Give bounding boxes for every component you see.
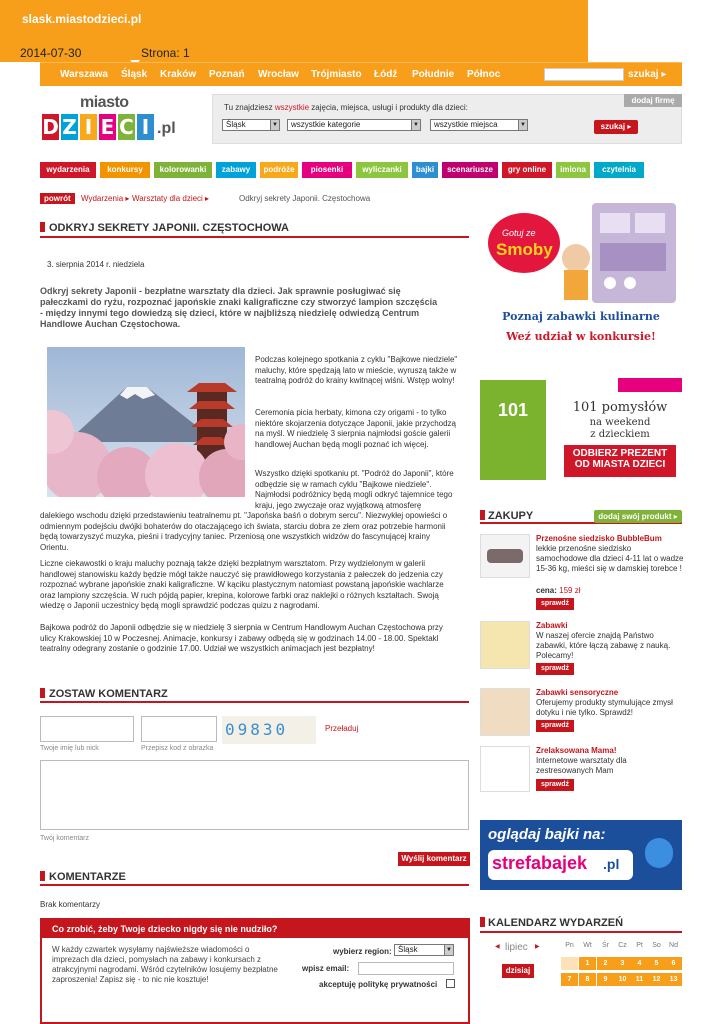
calendar-day[interactable]: 7 — [561, 973, 578, 986]
calendar-day[interactable]: 1 — [579, 957, 596, 970]
city-link[interactable]: Północ — [467, 69, 501, 80]
weekday-label: Pn — [565, 942, 574, 949]
product-item — [480, 688, 682, 742]
product-item — [480, 534, 682, 614]
calendar-month: lipiec — [505, 942, 528, 953]
calendar-day[interactable]: 8 — [579, 973, 596, 986]
captcha-image: 09830 — [222, 716, 316, 744]
category-tab[interactable]: bajki — [412, 162, 438, 178]
logo-letter: D — [42, 115, 59, 139]
check-product-button[interactable]: sprawdź — [536, 598, 574, 610]
search-panel — [212, 94, 682, 144]
search-intro: Tu znajdziesz wszystkie zajęcia, miejsca, usługi i produkty dla dzieci: — [224, 103, 468, 112]
place-select[interactable]: wszystkie miejsca ▼ — [430, 119, 528, 131]
top-search-input[interactable] — [544, 68, 624, 81]
book-line3: z dzieckiem — [590, 429, 650, 440]
name-input[interactable] — [40, 716, 134, 742]
smoby-badge-main: Smoby — [496, 240, 553, 259]
logo-letter: I — [80, 114, 97, 140]
strefabajek-line1: oglądaj bajki na: — [488, 826, 606, 843]
product-title[interactable]: Przenośne siedzisko BubbleBum — [536, 534, 662, 543]
top-search-button[interactable]: szukaj ▸ — [628, 69, 667, 80]
check-product-button[interactable]: sprawdź — [536, 779, 574, 791]
reload-captcha-link[interactable]: Przeładuj — [325, 724, 359, 733]
comment-textarea[interactable] — [40, 760, 469, 830]
book-line2: na weekend — [589, 417, 651, 428]
city-link[interactable]: Trójmiasto — [311, 69, 362, 80]
breadcrumb-link[interactable]: Wydarzenia ▸ — [81, 194, 130, 203]
check-product-button[interactable]: sprawdź — [536, 720, 574, 732]
comments-title: KOMENTARZE — [40, 871, 469, 886]
product-desc: Internetowe warsztaty dla zestresowanych Mam — [536, 756, 627, 775]
no-comments-text: Brak komentarzy — [40, 900, 101, 909]
smoby-line1: Poznaj zabawki kulinarne — [502, 310, 660, 323]
region-label: wybierz region: — [333, 947, 392, 956]
shopping-header — [480, 510, 682, 524]
page-number: Strona: 1 — [141, 46, 190, 60]
strefabajek-ad[interactable] — [480, 820, 682, 890]
calendar-day[interactable]: 3 — [614, 957, 631, 970]
weekday-label: Pt — [636, 942, 643, 949]
logo-letter: Z — [62, 115, 77, 139]
email-label: wpisz email: — [302, 964, 350, 973]
city-link[interactable]: Łódź — [374, 69, 398, 80]
product-desc: W naszej ofercie znajdą Państwo zabawki, które łączą zabawę z nauką. Polecamy! — [536, 631, 671, 660]
gift-cta-button[interactable]: ODBIERZ PREZENT OD MIASTA DZIECI — [564, 445, 676, 477]
calendar-title: KALENDARZ WYDARZEŃ — [488, 917, 624, 929]
newsletter-box — [40, 918, 470, 1024]
event-date: 3. sierpnia 2014 r. niedziela — [47, 260, 145, 269]
category-tab[interactable]: zabawy — [216, 162, 256, 178]
category-tab[interactable]: konkursy — [100, 162, 150, 178]
newsletter-title: Co zrobić, żeby Twoje dziecko nigdy się nie nudziło? — [42, 920, 468, 938]
strefabajek-brand: strefabajek — [492, 853, 588, 873]
calendar-day[interactable]: 6 — [665, 957, 682, 970]
calendar-header — [480, 917, 682, 933]
breadcrumb-current: Odkryj sekrety Japonii. Częstochowa — [239, 194, 371, 203]
smoby-badge-top: Gotuj ze — [502, 228, 536, 238]
product-item — [480, 746, 682, 794]
category-tab[interactable]: kolorowanki — [154, 162, 212, 178]
product-thumb[interactable] — [480, 534, 530, 578]
submit-comment-button[interactable]: Wyślij komentarz — [398, 852, 470, 866]
article-paragraph: Liczne ciekawostki o kraju maluchy poznają także dzięki bezpłatnym warsztatom. Przy wydzielonym w galerii handlowej stanowisku każdy będzie mógł także nauczyć się prawidłowego korzystania z pałeczek do jedzenia czy rozpoznać wybrane japońskie znaki kaligraficzne. W kąciku plastycznym natomiast powstaną japońskie wachlarze oraz lampiony szczęścia. W ruch pójdą papier, krepina, kolorowe farbki oraz naklejki o różnych kształtach. Swoją wiedzę o Japonii uczestnicy będą mogli sprawdzić podczas quizu z nagrodami. — [40, 559, 444, 610]
product-thumb[interactable] — [480, 688, 530, 736]
category-tab[interactable]: scenariusze — [442, 162, 498, 178]
article-photo — [47, 347, 245, 497]
add-company-button[interactable]: dodaj firmę — [624, 94, 682, 107]
product-title[interactable]: Zabawki sensoryczne — [536, 688, 619, 697]
smoby-line2: Weź udział w konkursie! — [506, 330, 656, 343]
newsletter-region-select[interactable]: Śląsk ▼ — [394, 944, 454, 956]
shopping-title: ZAKUPY — [488, 510, 534, 522]
product-price: 159 zł — [559, 586, 581, 595]
weekday-label: Śr — [602, 942, 609, 949]
calendar-day[interactable]: 5 — [648, 957, 665, 970]
strefabajek-suffix: .pl — [603, 856, 620, 872]
product-item — [480, 621, 682, 681]
article-paragraph: Wszystko dzięki spotkaniu pt. "Podróż do Japonii", które odbędzie się w ramach cyklu "Bajkowe niedziele". Najmłodsi podróżnicy będą mogli odkryć tajemnice tego kraju, jego zwyczaje oraz wyjątkową atmosferę — [255, 469, 454, 510]
back-button[interactable]: powrót — [40, 193, 75, 204]
add-product-button[interactable]: dodaj swój produkt ▸ — [594, 510, 682, 523]
city-link[interactable]: Południe — [412, 69, 455, 80]
price-label: cena: — [536, 586, 557, 595]
check-product-button[interactable]: sprawdź — [536, 663, 574, 675]
article-paragraph: Ceremonia picia herbaty, kimona czy origami - to tylko niektóre skojarzenia dotyczące Japonii, jakie przychodzą na myśl. W niedzielę 3 sierpnia najmłodsi goście galerii handlowej Auchan będą mogli poznać ich więcej. — [255, 408, 456, 449]
prev-month-icon[interactable]: ◀ — [495, 944, 500, 950]
product-title[interactable]: Zabawki — [536, 621, 568, 630]
privacy-label: akceptuję politykę prywatności — [319, 980, 438, 989]
logo[interactable] — [40, 94, 175, 150]
region-select[interactable]: Śląsk ▼ — [222, 119, 280, 131]
privacy-checkbox[interactable] — [446, 979, 455, 988]
book-line1: 101 pomysłów — [572, 400, 668, 415]
calendar-day[interactable]: 12 — [648, 973, 665, 986]
calendar-day-empty — [561, 957, 578, 970]
logo-letter: C — [119, 115, 134, 139]
top-header — [0, 0, 588, 62]
city-link[interactable]: Kraków — [160, 69, 197, 80]
breadcrumb-link[interactable]: Warsztaty dla dzieci ▸ — [132, 194, 210, 203]
article-lead: Odkryj sekrety Japonii - bezpłatne warsztaty dla dzieci. Jak sprawnie posługiwać się pałeczkami do ryżu, rozpoznać japońskie znaki kaligraficzne czy stworzyć lampion szczęścia - między innymi tego dowiedzą się dzieci, które w najbliższą niedzielę odwiedzą Centrum Handlowe Auchan Częstochowa. — [40, 286, 438, 329]
site-url: slask.miastodzieci.pl — [22, 12, 142, 26]
product-desc: lekkie przenośne siedzisko samochodowe dla dzieci 4-11 lat o wadze 15-36 kg, mieści się w damskiej torebce ! — [536, 544, 684, 573]
comment-form-title: ZOSTAW KOMENTARZ — [40, 688, 469, 703]
product-title[interactable]: Zrelaksowana Mama! — [536, 746, 617, 755]
calendar-day[interactable]: 11 — [631, 973, 648, 986]
calendar-day[interactable]: 10 — [614, 973, 631, 986]
weekday-label: Wt — [583, 942, 592, 949]
category-select[interactable]: wszystkie kategorie ▼ — [287, 119, 421, 131]
article-paragraph: Podczas kolejnego spotkania z cyklu "Bajkowe niedziele" maluchy, które spędzają lato w mieście, wyruszą także w teatralną podróż do krainy kwitnącej wiśni. Wstęp wolny! — [255, 355, 458, 385]
comment-label: Twój komentarz — [40, 835, 90, 842]
city-link[interactable]: Wrocław — [258, 69, 299, 80]
category-tab[interactable]: wyliczanki — [356, 162, 408, 178]
calendar-day[interactable]: 2 — [597, 957, 614, 970]
name-label: Twoje imię lub nick — [40, 745, 99, 752]
product-thumb[interactable] — [480, 621, 530, 669]
next-month-icon[interactable]: ▶ — [535, 944, 540, 950]
print-date: 2014-07-30 — [20, 46, 82, 60]
calendar-day[interactable]: 9 — [597, 973, 614, 986]
newsletter-email-input[interactable] — [358, 962, 454, 975]
newsletter-text: W każdy czwartek wysyłamy najświeższe wiadomości o imprezach dla dzieci, pomysłach na zabawy i konkursach z atrakcyjnymi nagrodami. Wśród czytelników losujemy bezpłatne zaproszenia! Zapisz się - to nic nie kosztuje! — [52, 945, 278, 984]
logo-letter: I — [137, 114, 154, 140]
article-paragraph: dalekiego wschodu dzięki przedstawieniu teatralnemu pt. "Japońska baśń o dobrym sercu". Niezwykłej opowieści o odmiennym podejściu dwójki bohaterów do otaczającego ich świata, starciu dobra ze złem oraz potrzebie harmonii będą towarzyszyć muzyka, pieśni i tradycyjny taniec. Przeniosą one wszystkich widzów do fascynującej krainy Orientu. — [40, 511, 448, 552]
captcha-input[interactable] — [141, 716, 217, 742]
miastodzieci-mini-logo — [618, 370, 682, 392]
category-tab[interactable]: podróże — [260, 162, 298, 178]
book-ad[interactable] — [480, 370, 682, 495]
category-tab[interactable]: czytelnia — [594, 162, 644, 178]
city-link[interactable]: Poznań — [209, 69, 245, 80]
category-tab[interactable]: wydarzenia — [40, 162, 96, 178]
book-number: 101 — [497, 400, 529, 420]
logo-top-text: miasto — [80, 94, 129, 111]
city-link[interactable]: Warszawa — [60, 69, 108, 80]
product-desc: Oferujemy produkty stymulujące zmysł dotyku i nie tylko. Sprawdź! — [536, 698, 673, 717]
page-title: ODKRYJ SEKRETY JAPONII. CZĘSTOCHOWA — [40, 222, 469, 238]
calendar-day[interactable]: 4 — [631, 957, 648, 970]
weekday-label: So — [652, 942, 661, 949]
article-paragraph: Bajkowa podróż do Japonii odbędzie się w niedzielę 3 sierpnia w Centrum Handlowym Auchan Częstochowa przy ulicy Krakowskiej 10 w Poczesnej. Animacje, konkursy i zabawy odbędą się w godzinach 14.00 - 18.00. Spektakl teatralny odegrany zostanie o godzinie 17.00. Udział we wszystkich animacjach jest bezpłatny! — [40, 623, 443, 653]
weekday-label: Nd — [669, 942, 678, 949]
smurf-icon — [645, 838, 673, 868]
code-label: Przepisz kod z obrazka — [141, 745, 214, 752]
today-button[interactable]: dzisiaj — [502, 964, 534, 978]
smoby-ad[interactable] — [480, 198, 682, 348]
logo-suffix: .pl — [157, 120, 176, 137]
calendar-day[interactable]: 13 — [665, 973, 682, 986]
weekday-label: Cz — [618, 942, 627, 949]
category-tab[interactable]: piosenki — [302, 162, 352, 178]
search-button[interactable]: szukaj ▸ — [594, 120, 638, 134]
category-tab[interactable]: imiona — [556, 162, 590, 178]
logo-letter: E — [100, 115, 115, 139]
city-link[interactable]: Śląsk — [121, 69, 148, 80]
category-tab[interactable]: gry online — [502, 162, 552, 178]
product-thumb[interactable] — [480, 746, 530, 792]
